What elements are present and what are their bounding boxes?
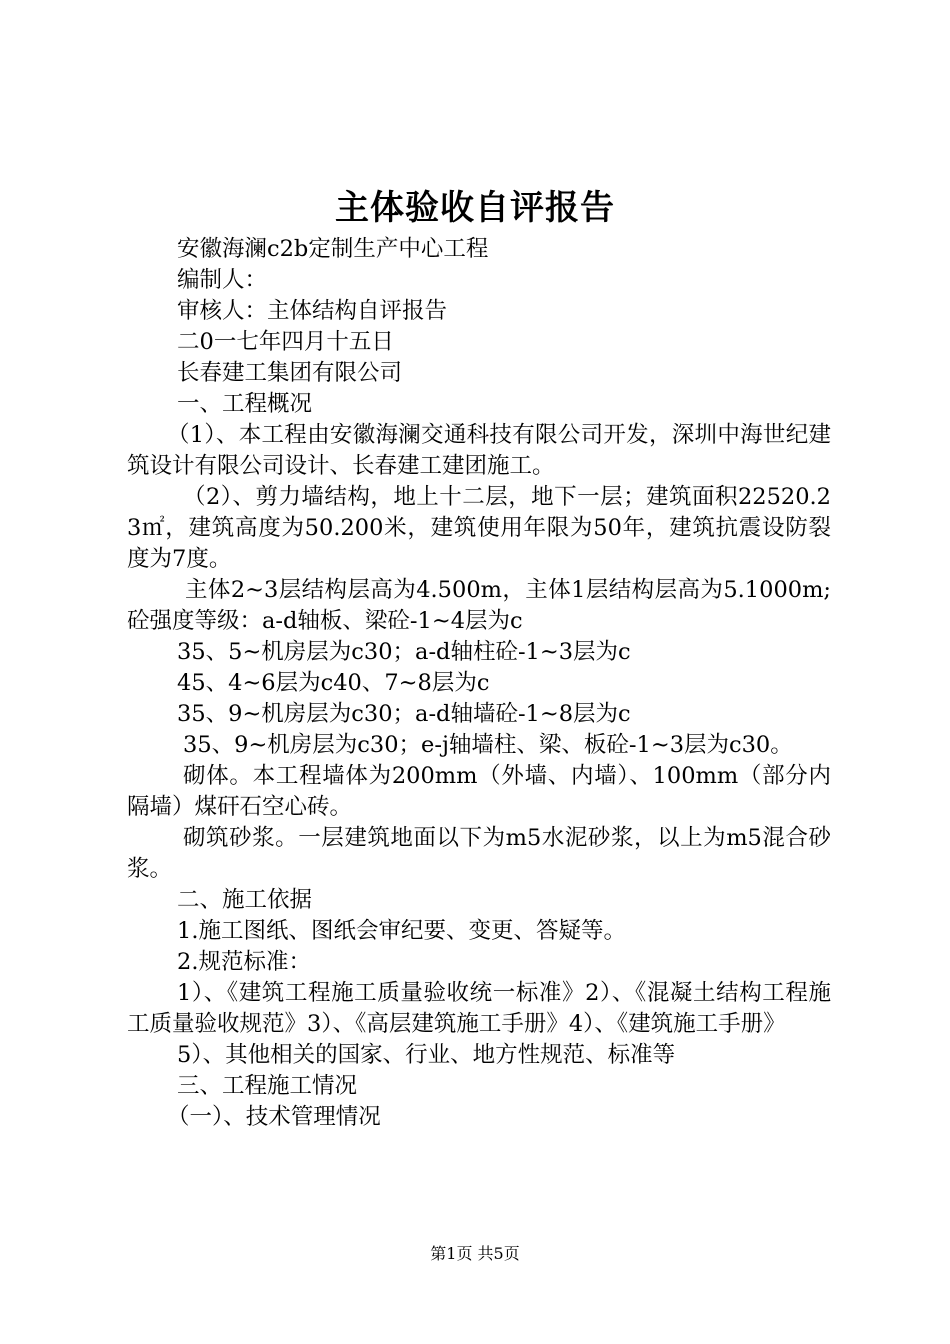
document-paragraph: 主体2~3层结构层高为4.500m，主体1层结构层高为5.1000m;砼强度等级：a-d轴板、梁砼-1~4层为c — [127, 577, 831, 634]
document-paragraph: 5）、其他相关的国家、行业、地方性规范、标准等 — [177, 1042, 676, 1068]
document-paragraph: 砌筑砂浆。一层建筑地面以下为m5水泥砂浆，以上为m5混合砂浆。 — [127, 825, 831, 882]
document-paragraph: 审核人：主体结构自评报告 — [177, 298, 448, 324]
document-paragraph: 35、9~机房层为c30；e-j轴墙柱、梁、板砼-1~3层为c30。 — [183, 732, 793, 758]
page-title: 主体验收自评报告 — [335, 188, 615, 228]
document-paragraph: 编制人： — [177, 267, 268, 293]
document-paragraph: 二0一七年四月十五日 — [177, 329, 394, 355]
document-paragraph: 安徽海澜c2b定制生产中心工程 — [177, 236, 489, 262]
document-paragraph: 二、施工依据 — [177, 887, 313, 913]
page-footer: 第1页 共5页 — [430, 1244, 520, 1263]
document-paragraph: （1）、本工程由安徽海澜交通科技有限公司开发，深圳中海世纪建筑设计有限公司设计、长春建工建团施工。 — [127, 422, 831, 479]
document-paragraph: （2）、剪力墙结构，地上十二层，地下一层；建筑面积22520.23㎡，建筑高度为50.200米，建筑使用年限为50年，建筑抗震设防裂度为7度。 — [127, 484, 831, 572]
document-paragraph: 2.规范标准： — [177, 949, 311, 975]
document-paragraph: 1.施工图纸、图纸会审纪要、变更、答疑等。 — [177, 918, 626, 944]
document-paragraph: 35、9~机房层为c30；a-d轴墙砼-1~8层为c — [177, 701, 631, 727]
document-paragraph: 一、工程概况 — [177, 391, 313, 417]
document-paragraph: （一）、技术管理情况 — [167, 1104, 381, 1130]
document-paragraph: 35、5~机房层为c30；a-d轴柱砼-1~3层为c — [177, 639, 631, 665]
document-body — [127, 234, 831, 1133]
document-paragraph: 砌体。本工程墙体为200mm（外墙、内墙）、100mm（部分内隔墙）煤矸石空心砖。 — [127, 763, 831, 820]
document-paragraph: 45、4~6层为c40、7~8层为c — [177, 670, 490, 696]
document-paragraph: 三、工程施工情况 — [177, 1073, 358, 1099]
document-paragraph: 长春建工集团有限公司 — [177, 360, 403, 386]
document-paragraph: 1）、《建筑工程施工质量验收统一标准》2）、《混凝土结构工程施工质量验收规范》3）、《高层建筑施工手册》4）、《建筑施工手册》 — [127, 980, 831, 1037]
